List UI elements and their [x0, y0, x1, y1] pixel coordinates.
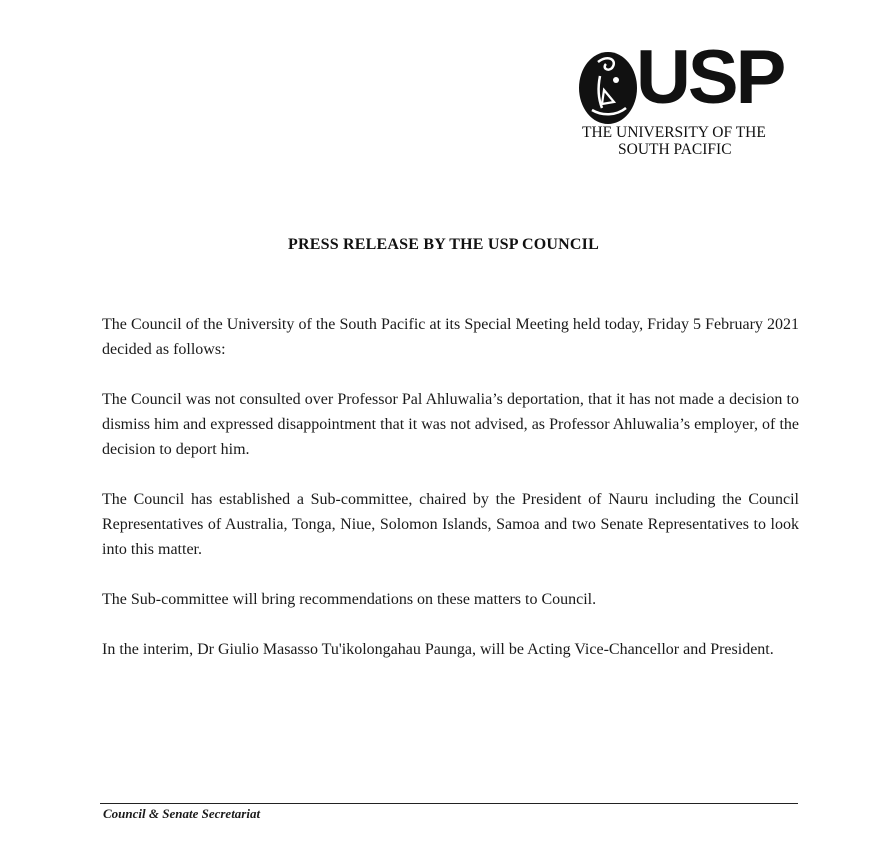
footer-signature: Council & Senate Secretariat [103, 806, 261, 821]
usp-logo [578, 35, 788, 156]
paragraph-subcommittee: The Council has established a Sub-committee, chaired by the President of Nauru including the Council Representatives of Australia, Tonga, Niue, Solomon Islands, Samoa and two Senate Representatives to look into this matter. [102, 491, 799, 558]
press-release-body [102, 312, 799, 687]
logo-university-name: THE UNIVERSITY OF THE [582, 124, 766, 141]
paragraph-deportation: The Council was not consulted over Professor Pal Ahluwalia’s deportation, that it has not made a decision to dismiss him and expressed disappointment that it was not advised, as Professor Ahluwalia’s employer, of the decision to deport him. [102, 391, 799, 458]
paragraph-recommendations: The Sub-committee will bring recommendations on these matters to Council. [102, 591, 597, 608]
paragraph-interim: In the interim, Dr Giulio Masasso Tu'ikolongahau Paunga, will be Acting Vice-Chancellor and President. [102, 641, 774, 658]
logo-wordmark: USP [636, 35, 784, 120]
paragraph-meeting: The Council of the University of the South Pacific at its Special Meeting held today, Friday 5 February 2021 decided as follows: [102, 316, 799, 358]
footer-divider [100, 803, 798, 804]
logo-region-name: SOUTH PACIFIC [618, 142, 732, 154]
press-release-title: PRESS RELEASE BY THE USP COUNCIL [288, 236, 599, 253]
usp-emblem-icon [578, 50, 640, 126]
